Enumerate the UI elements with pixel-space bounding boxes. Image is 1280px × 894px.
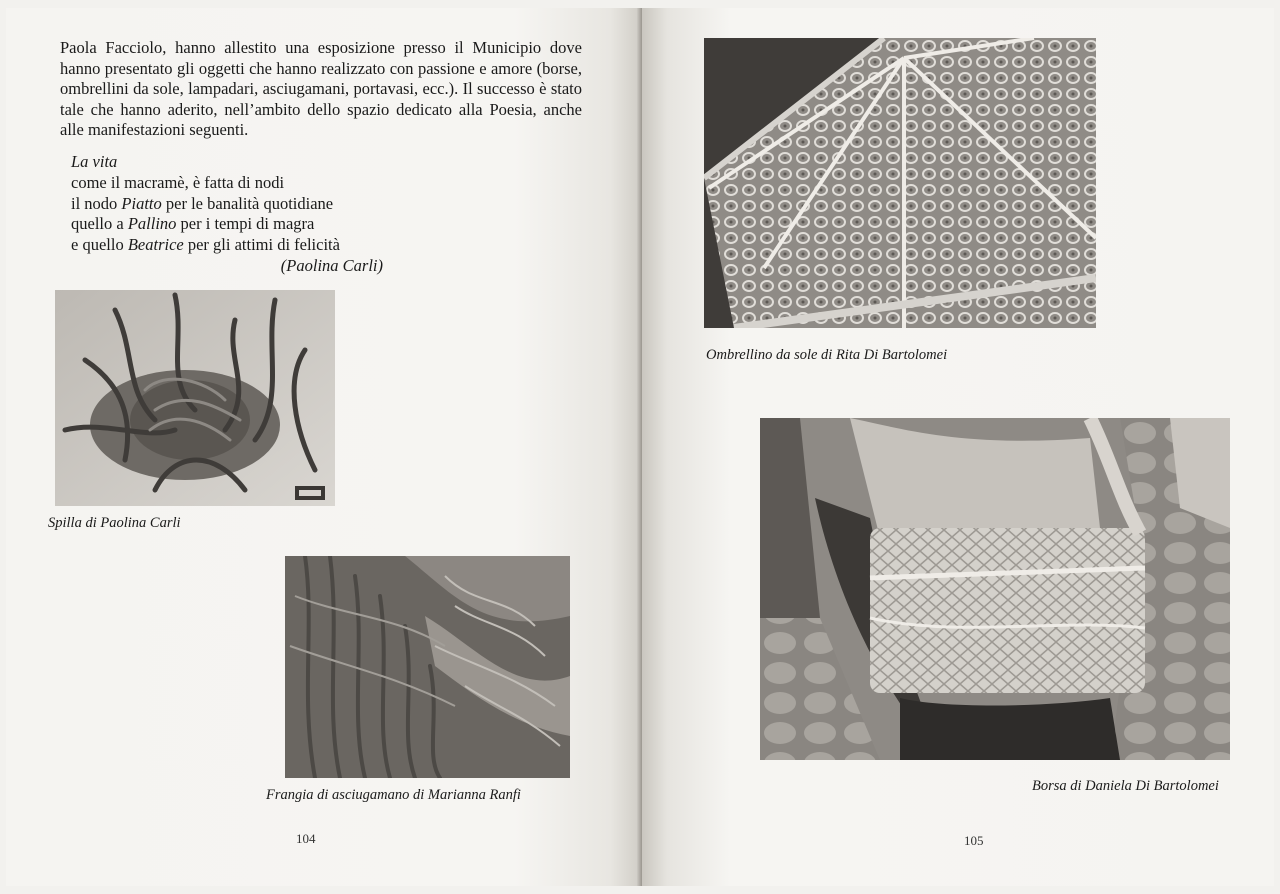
poem-author: (Paolina Carli): [280, 255, 383, 275]
brooch-photo: [55, 290, 335, 506]
umbrella-caption: Ombrellino da sole di Rita Di Bartolomei: [706, 347, 948, 363]
bag-caption: Borsa di Daniela Di Bartolomei: [1032, 778, 1219, 794]
body-paragraph: Paola Facciolo, hanno allestito una esposizione presso il Municipio dove hanno presentato gli oggetti che hanno realizzato con passione e amore (borse, ombrellini da sole, lampadari, asciugamani, portavasi, ecc.). Il successo è stato tale che hanno aderito, nell’ambito dello spazio dedicato alla Poesia, anche alle manifestazioni seguenti.: [60, 38, 582, 140]
fringe-caption: Frangia di asciugamano di Marianna Ranfi: [266, 787, 521, 803]
poem-line-5: e quello Beatrice per gli attimi di felicità: [71, 235, 340, 255]
poem-line-2: come il macramè, è fatta di nodi: [71, 172, 285, 192]
page-number-left: 104: [296, 831, 316, 846]
poem-line-3: il nodo Piatto per le banalità quotidiane: [71, 193, 334, 213]
brooch-caption: Spilla di Paolina Carli: [48, 515, 181, 531]
umbrella-photo: [704, 38, 1096, 328]
poem: [71, 152, 391, 277]
poem-line-4: quello a Pallino per i tempi di magra: [71, 214, 315, 234]
fringe-photo: [285, 556, 570, 778]
poem-line-1: La vita: [71, 152, 118, 171]
page-number-right: 105: [964, 833, 984, 848]
bag-photo: [760, 418, 1230, 760]
